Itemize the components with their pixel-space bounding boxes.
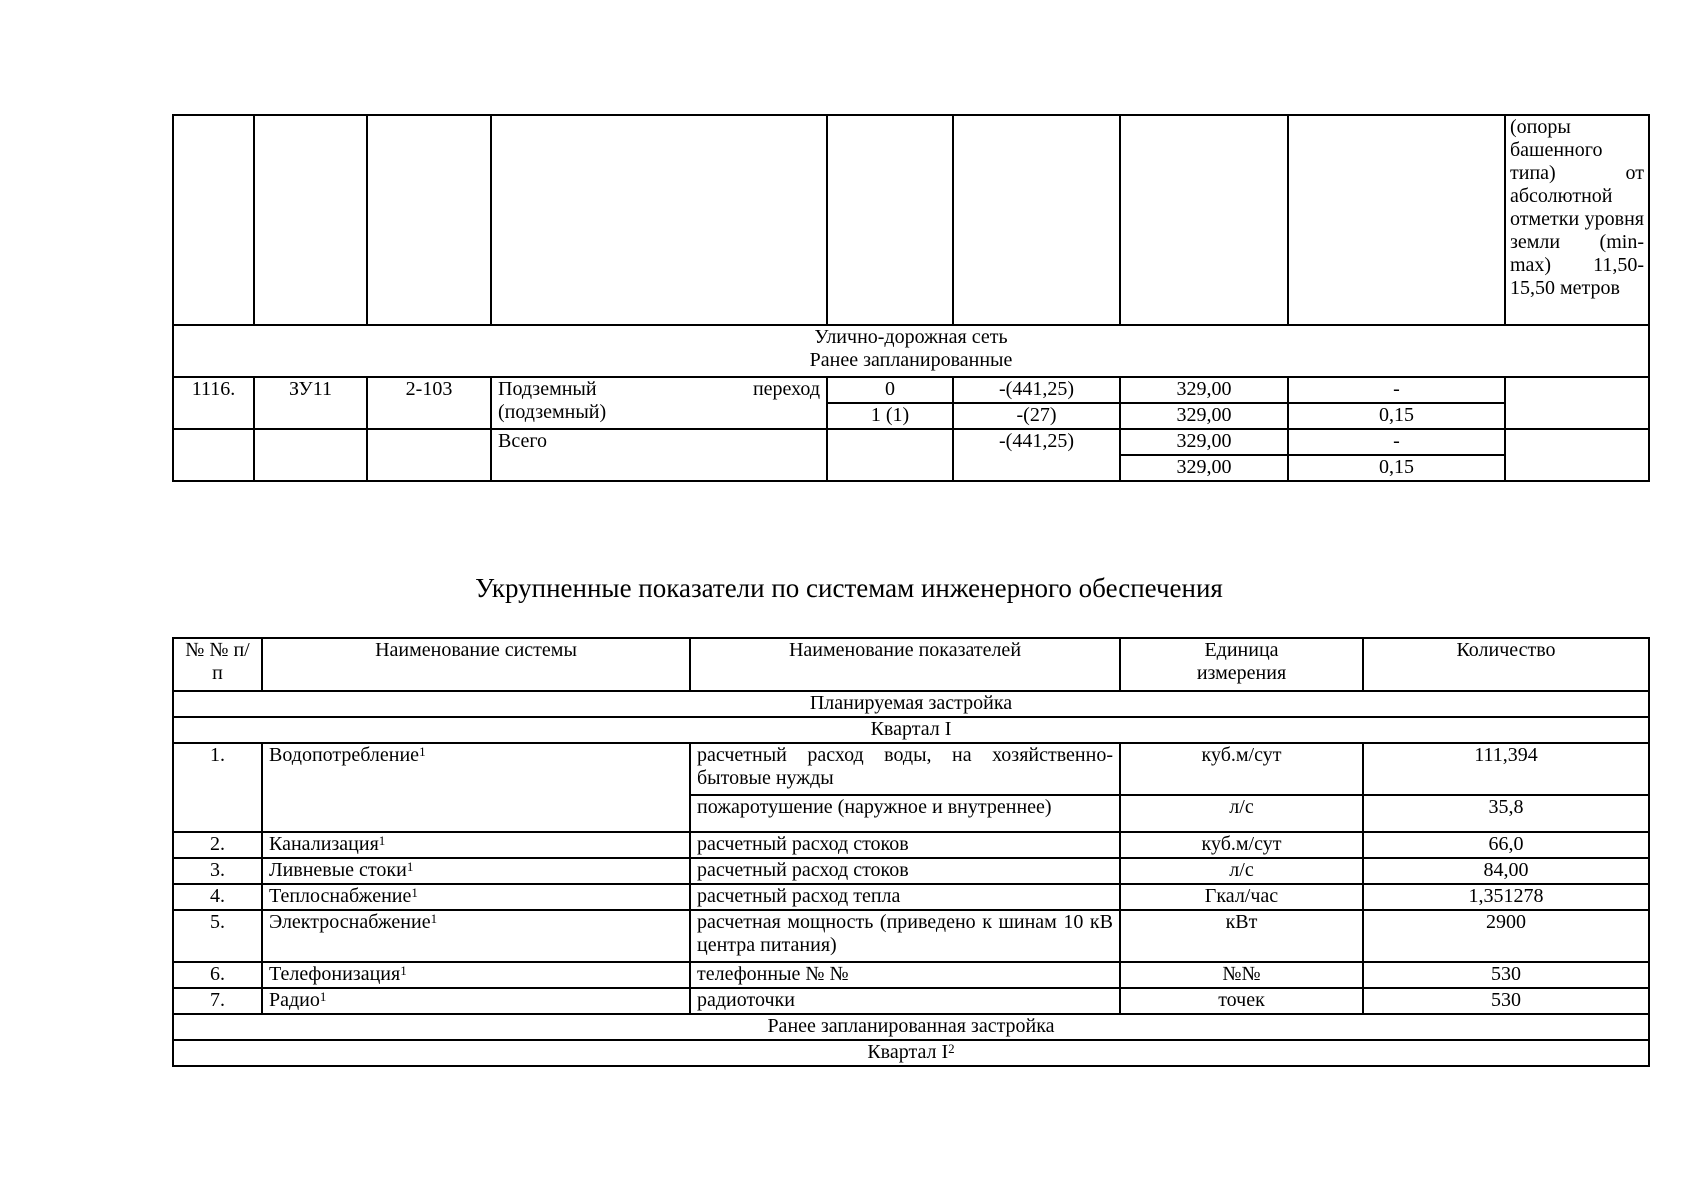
cell: 329,00 — [1120, 377, 1288, 403]
row-name-word2: переход — [752, 378, 820, 400]
system-name: Ливневые стоки — [269, 859, 407, 881]
quarter-row — [173, 717, 1649, 743]
empty-cell — [1505, 377, 1649, 429]
row-name-line1 — [498, 378, 820, 401]
row-indicator: пожаротушение (наружное и внутреннее) — [690, 795, 1120, 832]
system-name: Радио — [269, 989, 320, 1011]
row-system — [262, 743, 690, 832]
section-previously-planned: Ранее запланированная застройка — [173, 1014, 1649, 1040]
page-heading: Укрупненные показатели по системам инженерного обеспечения — [475, 573, 1223, 603]
row-num: 6. — [173, 962, 262, 988]
quarter-label: Квартал I — [173, 717, 1649, 743]
row-name-line2: (подземный) — [498, 401, 607, 423]
row-system — [262, 832, 690, 858]
row-qty: 35,8 — [1363, 795, 1649, 832]
road-network-table — [172, 114, 1650, 482]
row-indicator: расчетный расход стоков — [690, 832, 1120, 858]
total-row — [173, 429, 1649, 455]
footnote-mark: 1 — [419, 744, 426, 759]
table-row — [173, 832, 1649, 858]
row-num: 1116. — [173, 377, 254, 429]
row-indicator: радиоточки — [690, 988, 1120, 1014]
table-row — [173, 377, 1649, 403]
row-qty: 111,394 — [1363, 743, 1649, 795]
system-name: Водопотребление — [269, 744, 420, 766]
row-num: 4. — [173, 884, 262, 910]
row-qty: 1,351278 — [1363, 884, 1649, 910]
cell: - — [1288, 377, 1505, 403]
empty-cell — [254, 429, 367, 481]
continuation-row — [173, 115, 1649, 325]
row-system — [262, 858, 690, 884]
row-indicator: расчетный расход стоков — [690, 858, 1120, 884]
indicators-table — [172, 637, 1650, 1067]
section-row — [173, 691, 1649, 717]
row-qty: 530 — [1363, 962, 1649, 988]
row-qty: 2900 — [1363, 910, 1649, 962]
total-label: Всего — [491, 429, 827, 481]
system-name: Телефонизация — [269, 963, 401, 985]
row-unit: №№ — [1120, 962, 1363, 988]
section-subtitle: Ранее запланированные — [809, 349, 1013, 371]
row-indicator: расчетная мощность (приведено к шинам 10 кВ центра питания) — [690, 910, 1120, 962]
row-unit: точек — [1120, 988, 1363, 1014]
cell: 1 (1) — [827, 403, 953, 429]
row-name — [491, 377, 827, 429]
row-zu: ЗУ11 — [254, 377, 367, 429]
row-system — [262, 910, 690, 962]
header-qty: Количество — [1363, 638, 1649, 691]
section-title: Улично-дорожная сеть — [814, 326, 1008, 348]
quarter-text: Квартал I — [867, 1041, 949, 1063]
quarter-label — [173, 1040, 1649, 1066]
row-unit: куб.м/сут — [1120, 743, 1363, 795]
system-name: Электроснабжение — [269, 911, 431, 933]
table-row — [173, 962, 1649, 988]
quarter-row — [173, 1040, 1649, 1066]
row-indicator: расчетный расход тепла — [690, 884, 1120, 910]
system-name: Теплоснабжение — [269, 885, 412, 907]
table-row — [173, 988, 1649, 1014]
row-qty: 84,00 — [1363, 858, 1649, 884]
row-system — [262, 884, 690, 910]
system-name: Канализация — [269, 833, 379, 855]
row-num: 1. — [173, 743, 262, 832]
footnote-mark: 1 — [400, 963, 407, 978]
footnote-mark: 1 — [411, 885, 418, 900]
row-num: 3. — [173, 858, 262, 884]
cell: 329,00 — [1120, 403, 1288, 429]
footnote-mark: 2 — [948, 1041, 955, 1056]
header-system: Наименование системы — [262, 638, 690, 691]
cell: 329,00 — [1120, 455, 1288, 481]
height-note-cell: (опоры башенного типа) от абсолютной отметки уровня земли (min-max) 11,50-15,50 метров — [1505, 115, 1649, 325]
table-row — [173, 858, 1649, 884]
header-row — [173, 638, 1649, 691]
row-code: 2-103 — [367, 377, 491, 429]
row-indicator: телефонные № № — [690, 962, 1120, 988]
section-planned: Планируемая застройка — [173, 691, 1649, 717]
header-unit: Единица измерения — [1120, 638, 1363, 691]
section-title-cell — [173, 325, 1649, 377]
footnote-mark: 1 — [406, 859, 414, 874]
cell: -(27) — [953, 403, 1120, 429]
empty-cell — [1505, 429, 1649, 481]
cell: - — [1288, 429, 1505, 455]
header-indicator: Наименование показателей — [690, 638, 1120, 691]
cell: 0,15 — [1288, 455, 1505, 481]
section-row — [173, 325, 1649, 377]
row-num: 7. — [173, 988, 262, 1014]
empty-cell — [173, 429, 254, 481]
cell: 329,00 — [1120, 429, 1288, 455]
footnote-mark: 1 — [319, 989, 327, 1004]
row-unit: куб.м/сут — [1120, 832, 1363, 858]
table-row — [173, 743, 1649, 795]
table-row — [173, 910, 1649, 962]
footnote-mark: 1 — [378, 833, 386, 848]
row-num: 2. — [173, 832, 262, 858]
cell: 0 — [827, 377, 953, 403]
footnote-mark: 1 — [430, 911, 438, 926]
row-system — [262, 962, 690, 988]
total-c6: -(441,25) — [953, 429, 1120, 481]
empty-cell — [367, 429, 491, 481]
row-qty: 530 — [1363, 988, 1649, 1014]
row-name-word1: Подземный — [498, 378, 597, 400]
row-num: 5. — [173, 910, 262, 962]
empty-cell — [827, 429, 953, 481]
row-unit: л/с — [1120, 858, 1363, 884]
row-qty: 66,0 — [1363, 832, 1649, 858]
cell: 0,15 — [1288, 403, 1505, 429]
header-num: № № п/п — [173, 638, 262, 691]
row-system — [262, 988, 690, 1014]
table-row — [173, 884, 1649, 910]
row-indicator: расчетный расход воды, на хозяйственно-бытовые нужды — [690, 743, 1120, 795]
row-unit: л/с — [1120, 795, 1363, 832]
row-unit: Гкал/час — [1120, 884, 1363, 910]
row-unit: кВт — [1120, 910, 1363, 962]
section-row — [173, 1014, 1649, 1040]
cell: -(441,25) — [953, 377, 1120, 403]
